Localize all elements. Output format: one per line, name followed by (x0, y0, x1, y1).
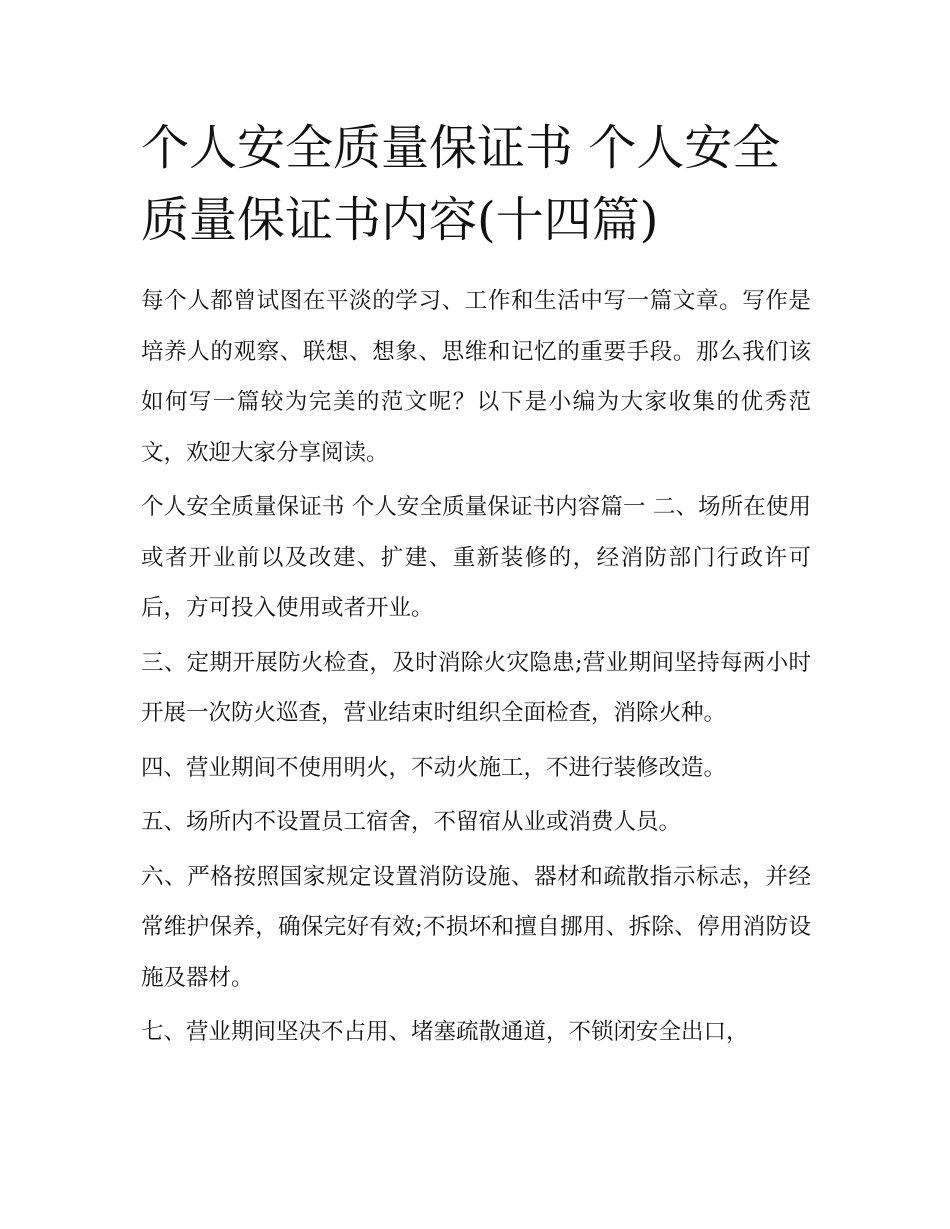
paragraph-item-7: 七、营业期间坚决不占用、堵塞疏散通道，不锁闭安全出口， (141, 1019, 749, 1045)
document-page (141, 112, 811, 1062)
paragraph-item-6: 六、严格按照国家规定设置消防设施、器材和疏散指示标志，并经常维护保养，确保完好有效;不损坏和擅自挪用、拆除、停用消防设施及器材。 (141, 863, 811, 991)
document-title: 个人安全质量保证书 个人安全质量保证书内容(十四篇) (141, 120, 781, 248)
paragraph-item-3: 三、定期开展防火检查，及时消除火灾隐患;营业期间坚持每两小时开展一次防火巡查，营业结束时组织全面检查，消除火种。 (141, 649, 811, 726)
paragraph-item-2: 个人安全质量保证书 个人安全质量保证书内容篇一 二、场所在使用或者开业前以及改建、扩建、重新装修的，经消防部门行政许可后，方可投入使用或者开业。 (141, 494, 811, 621)
paragraph-item-4: 四、营业期间不使用明火，不动火施工，不进行装修改造。 (141, 754, 727, 781)
paragraph-item-5: 五、场所内不设置员工宿舍，不留宿从业或消费人员。 (141, 809, 682, 835)
paragraph-intro: 每个人都曾试图在平淡的学习、工作和生活中写一篇文章。写作是培养人的观察、联想、想象、思维和记忆的重要手段。那么我们该如何写一篇较为完美的范文呢？以下是小编为大家收集的优秀范文，欢迎大家分享阅读。 (141, 288, 811, 466)
